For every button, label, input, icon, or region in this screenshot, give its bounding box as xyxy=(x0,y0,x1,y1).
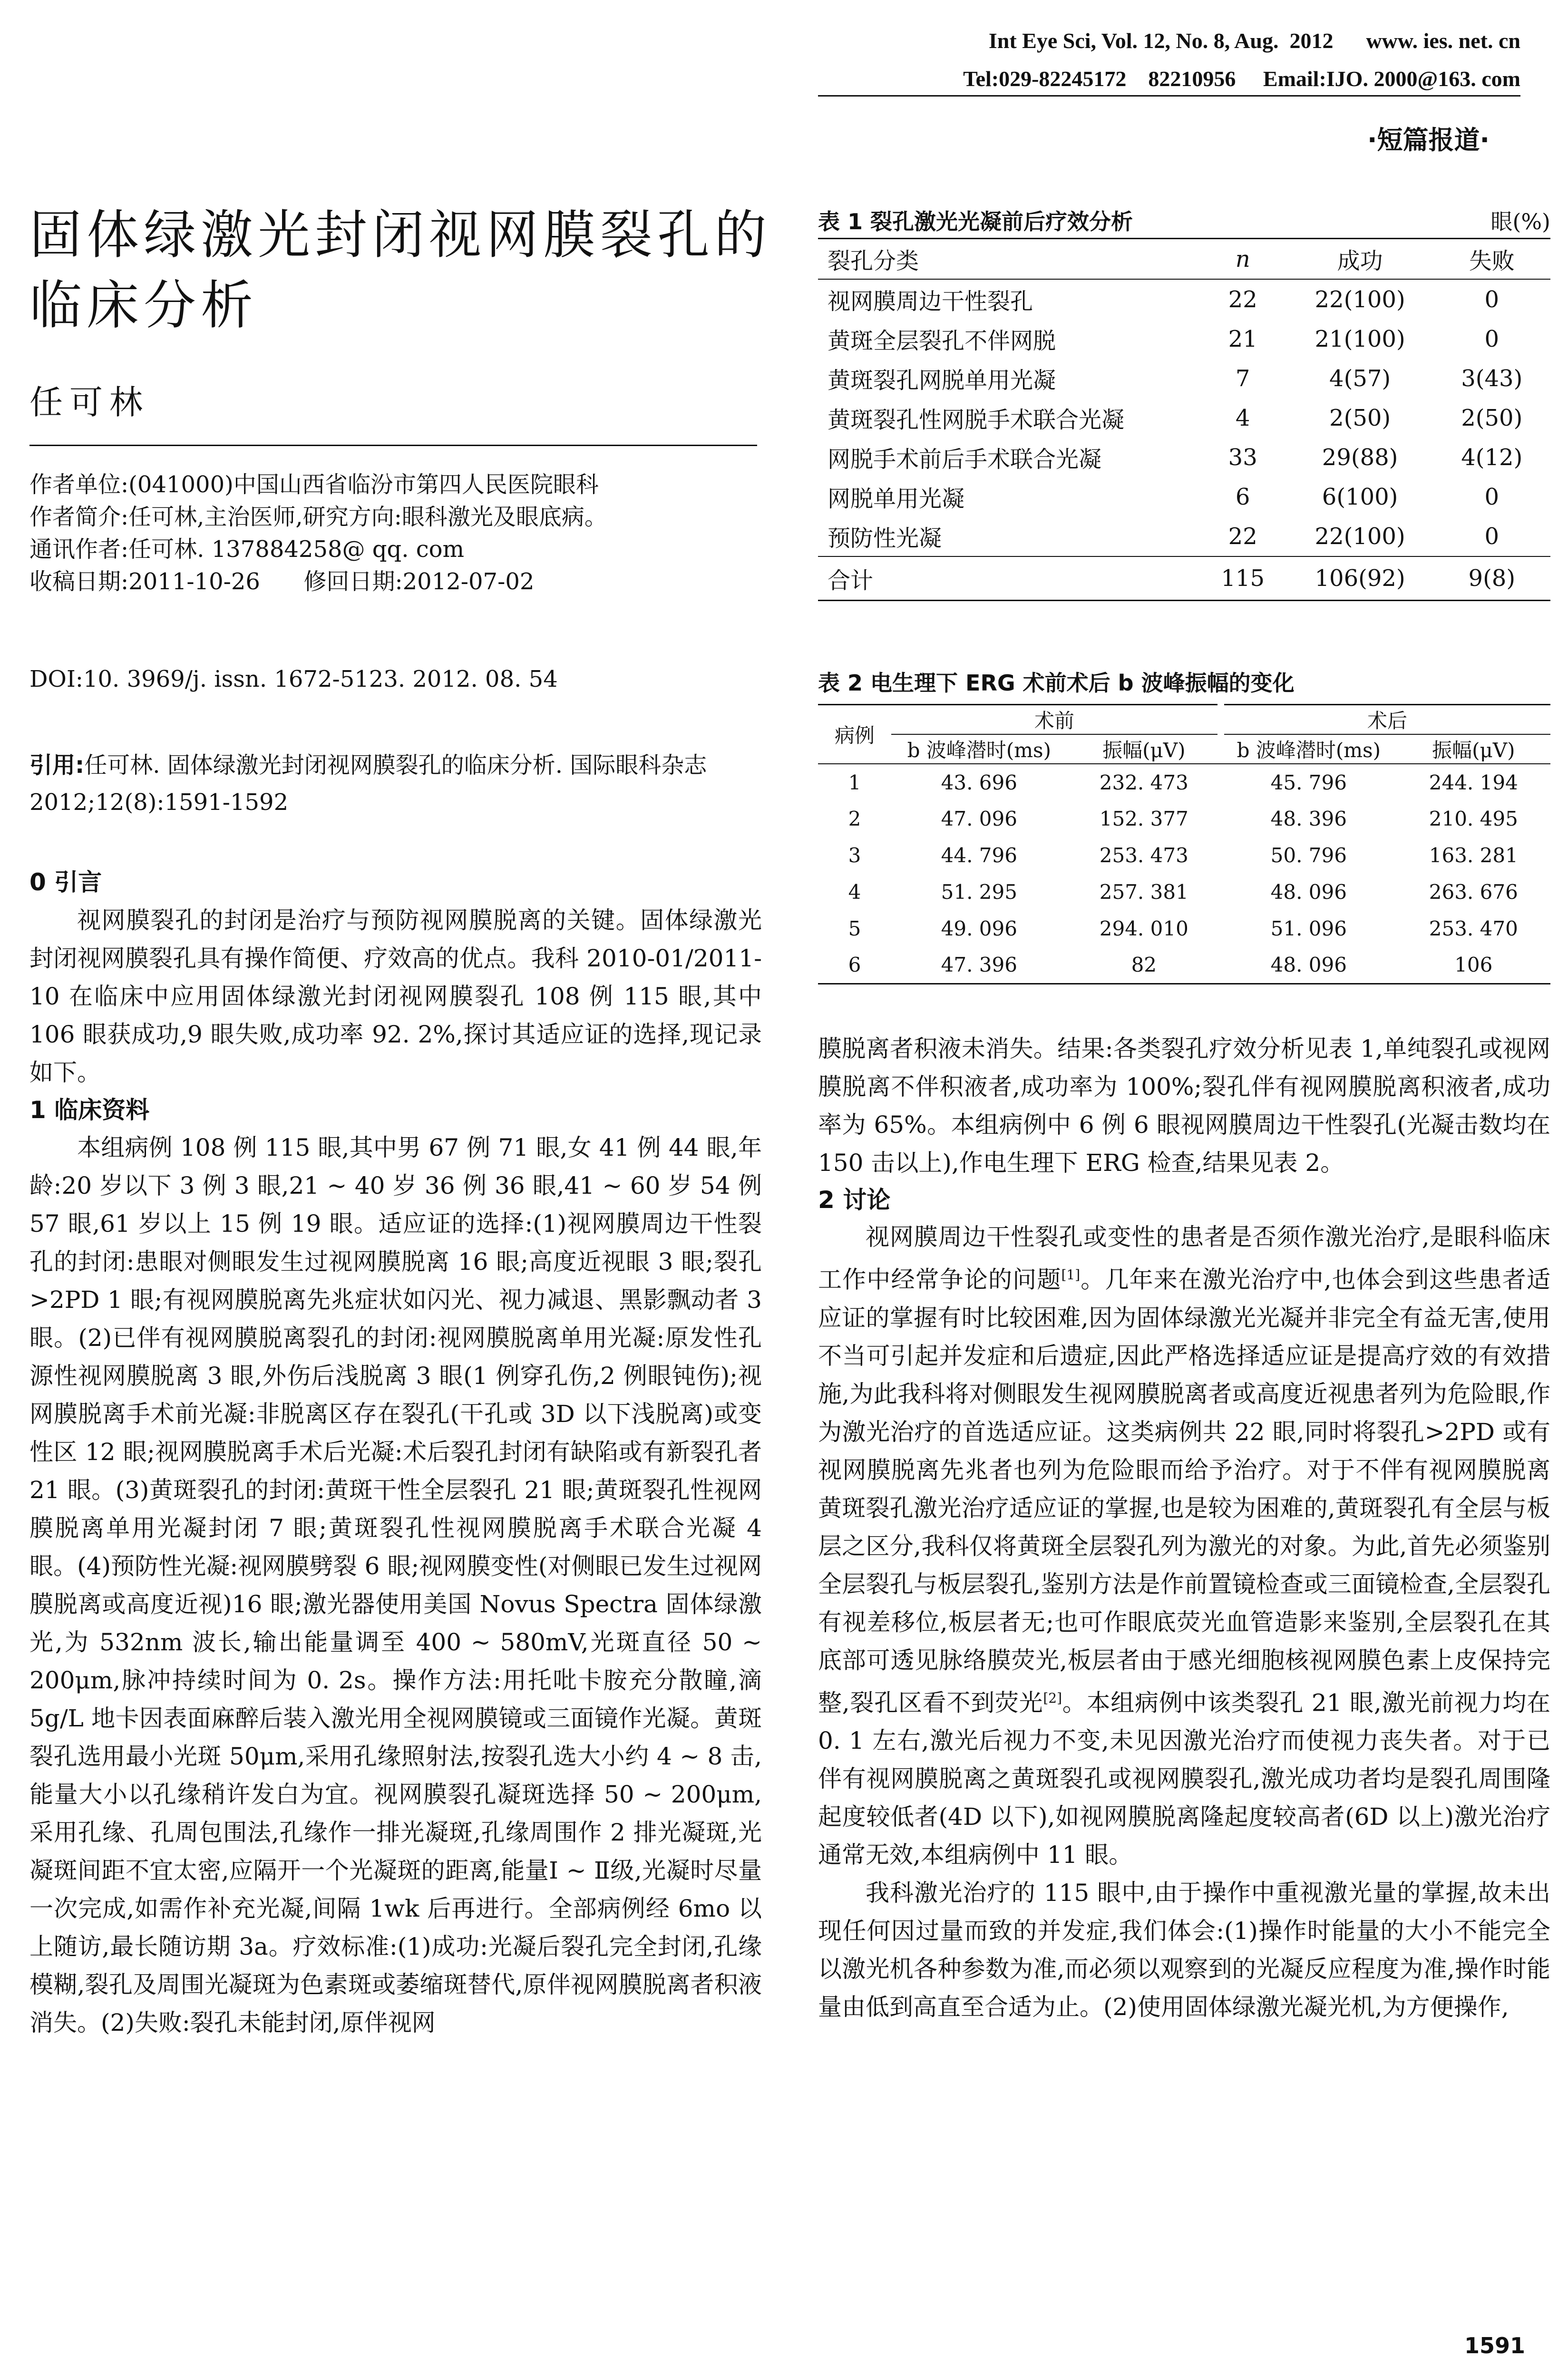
clinical-text: 本组病例 108 例 115 眼,其中男 67 例 71 眼,女 41 例 44 眼,年龄:20 岁以下 3 例 3 眼,21 ~ 40 岁 36 例 36 眼,41 ~ 60 岁 54 例 57 眼,61 岁以上 15 例 19 眼。适应证的选择:(1)视网膜周边干性裂孔的封闭:患眼对侧眼发生过视网膜脱离 16 眼;高度近视眼 3 眼;裂孔>2PD 1 眼;有视网膜脱离先兆症状如闪光、视力减退、黑影飘动者 3 眼。(2)已伴有视网膜脱离裂孔的封闭:视网膜脱离单用光凝:原发性孔源性视网膜脱离 3 眼,外伤后浅脱离 3 眼(1 例穿孔伤,2 例眼钝伤);视网膜脱离手术前光凝:非脱离区存在裂孔(干孔或 3D 以下浅脱离)或变性区 12 眼;视网膜脱离手术后光凝:术后裂孔封闭有缺陷或有新裂孔者 21 眼。(3)黄斑裂孔的封闭:黄斑干性全层裂孔 21 眼;黄斑裂孔性视网膜脱离单用光凝封闭 7 眼;黄斑裂孔性视网膜脱离手术联合光凝 4 眼。(4)预防性光凝:视网膜劈裂 6 眼;视网膜变性(对侧眼已发生过视网膜脱离或高度近视)16 眼;激光器使用美国 Novus Spectra 固体绿激光,为 532nm 波长,输出能量调至 400 ~ 580mV,光斑直径 50 ~ 200μm,脉冲持续时间为 0. 2s。操作方法:用托吡卡胺充分散瞳,滴 5g/L 地卡因表面麻醉后装入激光用全视网膜镜或三面镜作光凝。黄斑裂孔选用最小光斑 50μm,采用孔缘照射法,按裂孔选大小约 4 ~ 8 击,能量大小以孔缘稍许发白为宜。视网膜裂孔凝斑选择 50 ~ 200μm,采用孔缘、孔周包围法,孔缘作一排光凝斑,孔缘周围作 2 排光凝斑,光凝斑间距不宜太密,应隔开一个光凝斑的距离,能量Ⅰ ~ Ⅱ级,光凝时尽量一次完成,如需作补充光凝,间隔 1wk 后再进行。全部病例经 6mo 以上随访,最长随访期 3a。疗效标准:(1)成功:光凝后裂孔完全封闭,孔缘模糊,裂孔及周围光凝斑为色素斑或萎缩斑替代,原伴视网膜脱离者积液消失。(2)失败:裂孔未能封闭,原伴视网 xyxy=(29,1134,762,2036)
table1-cell: 视网膜周边干性裂孔 xyxy=(828,288,1033,315)
table1-row xyxy=(818,438,1550,477)
right-column xyxy=(818,1030,1550,2026)
table2-cell: 253. 470 xyxy=(1429,917,1518,940)
table1-cell: 黄斑裂孔性网脱手术联合光凝 xyxy=(828,407,1125,433)
results-text: 膜脱离者积液未消失。结果:各类裂孔疗效分析见表 1,单纯裂孔或视网膜脱离不伴积液者,成功率为 100%;裂孔伴有视网膜脱离积液者,成功率为 65%。本组病例中 6 例 6 眼视网膜周边干性裂孔(光凝击数均在 150 击以上),作电生理下 ERG 检查,结果见表 2。 xyxy=(818,1035,1550,1177)
title-rule xyxy=(29,445,757,446)
table2-grid xyxy=(818,704,1550,984)
table2-subheader: b 波峰潜时(ms) xyxy=(907,739,1051,762)
table2-cell: 3 xyxy=(848,844,861,867)
citation xyxy=(29,747,762,821)
author-meta xyxy=(29,468,762,598)
intro-heading: 0 引言 xyxy=(29,868,102,896)
table2-cell: 152. 377 xyxy=(1099,807,1188,830)
reference-1: [1] xyxy=(1061,1267,1081,1283)
table1-cell: 0 xyxy=(1484,286,1500,313)
table1-cell: 黄斑裂孔网脱单用光凝 xyxy=(828,367,1056,394)
table1-row xyxy=(818,398,1550,438)
citation-label: 引用: xyxy=(29,752,85,779)
table1-cell: 2(50) xyxy=(1461,404,1523,431)
section-tag: ·短篇报道· xyxy=(1367,125,1490,155)
table1-cell: 6(100) xyxy=(1322,483,1398,510)
table1-cell: 106(92) xyxy=(1315,565,1405,592)
table1 xyxy=(818,205,1550,601)
table1-row xyxy=(818,477,1550,516)
table2-cell: 263. 676 xyxy=(1429,880,1518,904)
table1-header: 成功 xyxy=(1337,248,1383,274)
table1-caption: 表 1 裂孔激光光凝前后疗效分析 xyxy=(818,209,1133,234)
table1-cell: 22(100) xyxy=(1315,523,1405,550)
table1-grid xyxy=(818,238,1550,601)
table2-cell: 210. 495 xyxy=(1429,807,1518,830)
table2-subheader: 振幅(μV) xyxy=(1102,739,1186,762)
table2-cell: 82 xyxy=(1131,953,1157,977)
table2-caption: 表 2 电生理下 ERG 术前术后 b 波峰振幅的变化 xyxy=(818,670,1295,696)
header-rule xyxy=(818,95,1520,97)
journal-header-line2: Tel:029-82245172 82210956 Email:IJO. 2000@163. com xyxy=(963,67,1520,91)
table2-group-post: 术后 xyxy=(1221,705,1550,735)
results-paragraph xyxy=(818,1030,1550,1182)
table1-cell: 29(88) xyxy=(1322,444,1398,471)
table1-cell: 网脱手术前后手术联合光凝 xyxy=(828,446,1102,473)
table1-row xyxy=(818,359,1550,398)
table1-cell: 115 xyxy=(1221,565,1265,592)
table2-cell: 6 xyxy=(848,953,861,977)
table1-cell: 4(12) xyxy=(1461,444,1523,471)
table2-cell: 163. 281 xyxy=(1429,844,1518,867)
table1-cell: 4 xyxy=(1235,404,1250,431)
table2-row xyxy=(818,837,1550,874)
table2-cell: 48. 096 xyxy=(1270,880,1347,904)
table1-cell: 21(100) xyxy=(1315,325,1405,352)
table1-cell: 0 xyxy=(1484,523,1500,550)
citation-text: 任可林. 固体绿激光封闭视网膜裂孔的临床分析. 国际眼科杂志 2012;12(8):1591-1592 xyxy=(29,752,707,816)
table1-cell: 2(50) xyxy=(1329,404,1391,431)
table1-cell: 6 xyxy=(1235,483,1250,510)
table2-cell: 47. 096 xyxy=(941,807,1017,830)
table1-cell: 22 xyxy=(1228,286,1257,313)
article-title: 固体绿激光封闭视网膜裂孔的临床分析 xyxy=(29,205,771,336)
table1-cell: 0 xyxy=(1484,483,1500,510)
table1-header: 失败 xyxy=(1469,248,1515,274)
table1-row xyxy=(818,516,1550,556)
table1-row xyxy=(818,279,1550,319)
table1-cell: 合计 xyxy=(828,567,874,594)
table1-cell: 预防性光凝 xyxy=(828,525,942,552)
discussion-heading: 2 讨论 xyxy=(818,1186,891,1214)
left-column xyxy=(29,863,762,2042)
table2-cell: 48. 096 xyxy=(1270,953,1347,977)
table1-header: 裂孔分类 xyxy=(828,248,919,274)
table1-cell: 7 xyxy=(1235,365,1250,392)
table2-cell: 1 xyxy=(848,770,861,794)
table2-cell: 44. 796 xyxy=(941,844,1017,867)
page-number: 1591 xyxy=(1464,2333,1525,2358)
table2-cell: 50. 796 xyxy=(1270,844,1347,867)
table2-cell: 47. 396 xyxy=(941,953,1017,977)
discussion-text: 。几年来在激光治疗中,也体会到这些患者适应证的掌握有时比较困难,因为固体绿激光光凝并非完全有益无害,使用不当可引起并发症和后遗症,因此严格选择适应证是提高疗效的有效措施,为此我科将对侧眼发生视网膜脱离者或高度近视患者列为危险眼,作为激光治疗的首选适应证。这类病例共 22 眼,同时将裂孔>2PD 或有视网膜脱离先兆者也列为危险眼而给予治疗。对于不伴有视网膜脱离黄斑裂孔激光治疗适应证的掌握,也是较为困难的,黄斑裂孔有全层与板层之区分,我科仅将黄斑全层裂孔列为激光的对象。为此,首先必须鉴别全层裂孔与板层裂孔,鉴别方法是作前置镜检查或三面镜检查,全层裂孔有视差移位,板层者无;也可作眼底荧光血管造影来鉴别,全层裂孔在其底部可透见脉络膜荧光,板层者由于感光细胞核视网膜色素上皮保持完整,裂孔区看不到荧光 xyxy=(818,1266,1550,1717)
table2-cell: 294. 010 xyxy=(1099,917,1188,940)
intro-paragraph xyxy=(29,901,762,1091)
table2-cell: 49. 096 xyxy=(941,917,1017,940)
discussion-text: 视网膜周边干性裂孔或变性的患者是否须作激光治疗,是眼科临床工作中经常争论的问题 xyxy=(818,1223,1550,1294)
table1-cell: 9(8) xyxy=(1468,565,1516,592)
table2-cell: 257. 381 xyxy=(1099,880,1188,904)
table1-row xyxy=(818,319,1550,359)
table2-row xyxy=(818,910,1550,947)
doi: DOI:10. 3969/j. issn. 1672-5123. 2012. 08. 54 xyxy=(29,666,558,692)
reference-2: [2] xyxy=(1043,1690,1062,1706)
table2-cell: 5 xyxy=(848,917,861,940)
discussion-text: 。本组病例中该类裂孔 21 眼,激光前视力均在 0. 1 左右,激光后视力不变,未见因激光治疗而使视力丧失者。对于已伴有视网膜脱离之黄斑裂孔或视网膜裂孔,激光成功者均是裂孔周围隆起度较低者(4D 以下),如视网膜脱离隆起度较高者(6D 以上)激光治疗通常无效,本组病例中 11 眼。 xyxy=(818,1689,1550,1869)
clinical-heading: 1 临床资料 xyxy=(29,1096,150,1124)
table1-cell: 网脱单用光凝 xyxy=(828,486,965,512)
table2-row xyxy=(818,764,1550,800)
table2-row xyxy=(818,947,1550,984)
table1-cell: 33 xyxy=(1228,444,1257,471)
table1-header: n xyxy=(1235,245,1250,273)
table2-col-case: 病例 xyxy=(818,705,891,764)
table2-cell: 43. 696 xyxy=(941,770,1017,794)
corresponding-author: 通讯作者:任可林. 137884258@ qq. com xyxy=(29,536,465,563)
table1-cell: 3(43) xyxy=(1461,365,1523,392)
table1-cell: 黄斑全层裂孔不伴网脱 xyxy=(828,328,1056,354)
discussion-text: 我科激光治疗的 115 眼中,由于操作中重视激光量的掌握,故未出现任何因过量而致的并发症,我们体会:(1)操作时能量的大小不能完全以激光机各种参数为准,而必须以观察到的光凝反应程度为准,操作时能量由低到高直至合适为止。(2)使用固体绿激光凝光机,为方便操作, xyxy=(818,1879,1550,2021)
table1-cell: 22(100) xyxy=(1315,286,1405,313)
table2-group-pre: 术前 xyxy=(891,705,1221,735)
table2-cell: 106 xyxy=(1454,953,1493,977)
author-name: 任可林 xyxy=(29,383,149,422)
journal-header-line1: Int Eye Sci, Vol. 12, No. 8, Aug. 2012 www. ies. net. cn xyxy=(988,29,1520,53)
discussion-paragraph-1 xyxy=(818,1218,1550,1874)
table1-cell: 21 xyxy=(1228,325,1257,352)
intro-text: 视网膜裂孔的封闭是治疗与预防视网膜脱离的关键。固体绿激光封闭视网膜裂孔具有操作简便、疗效高的优点。我科 2010-01/2011-10 在临床中应用固体绿激光封闭视网膜裂孔 108 例 115 眼,其中 106 眼获成功,9 眼失败,成功率 92. 2%,探讨其适应证的选择,现记录如下。 xyxy=(29,906,762,1086)
table2-row xyxy=(818,800,1550,837)
table2 xyxy=(818,666,1550,984)
table2-cell: 2 xyxy=(848,807,861,830)
table1-total-row xyxy=(818,556,1550,601)
table2-subheader: b 波峰潜时(ms) xyxy=(1237,739,1381,762)
discussion-paragraph-2 xyxy=(818,1874,1550,2026)
table2-cell: 244. 194 xyxy=(1429,770,1518,794)
table2-row xyxy=(818,874,1550,910)
table1-cell: 22 xyxy=(1228,523,1257,550)
table2-cell: 253. 473 xyxy=(1099,844,1188,867)
table1-unit: 眼(%) xyxy=(1490,209,1550,234)
table2-cell: 45. 796 xyxy=(1270,770,1347,794)
clinical-paragraph xyxy=(29,1129,762,2042)
table1-cell: 0 xyxy=(1484,325,1500,352)
table2-cell: 232. 473 xyxy=(1099,770,1188,794)
table2-cell: 51. 295 xyxy=(941,880,1017,904)
table2-cell: 48. 396 xyxy=(1270,807,1347,830)
author-bio: 作者简介:任可林,主治医师,研究方向:眼科激光及眼底病。 xyxy=(29,504,607,530)
table2-cell: 4 xyxy=(848,880,861,904)
affiliation: 作者单位:(041000)中国山西省临汾市第四人民医院眼科 xyxy=(29,471,599,498)
dates: 收稿日期:2011-10-26 修回日期:2012-07-02 xyxy=(29,568,535,595)
table1-cell: 4(57) xyxy=(1329,365,1391,392)
table2-cell: 51. 096 xyxy=(1270,917,1347,940)
table2-subheader: 振幅(μV) xyxy=(1432,739,1515,762)
